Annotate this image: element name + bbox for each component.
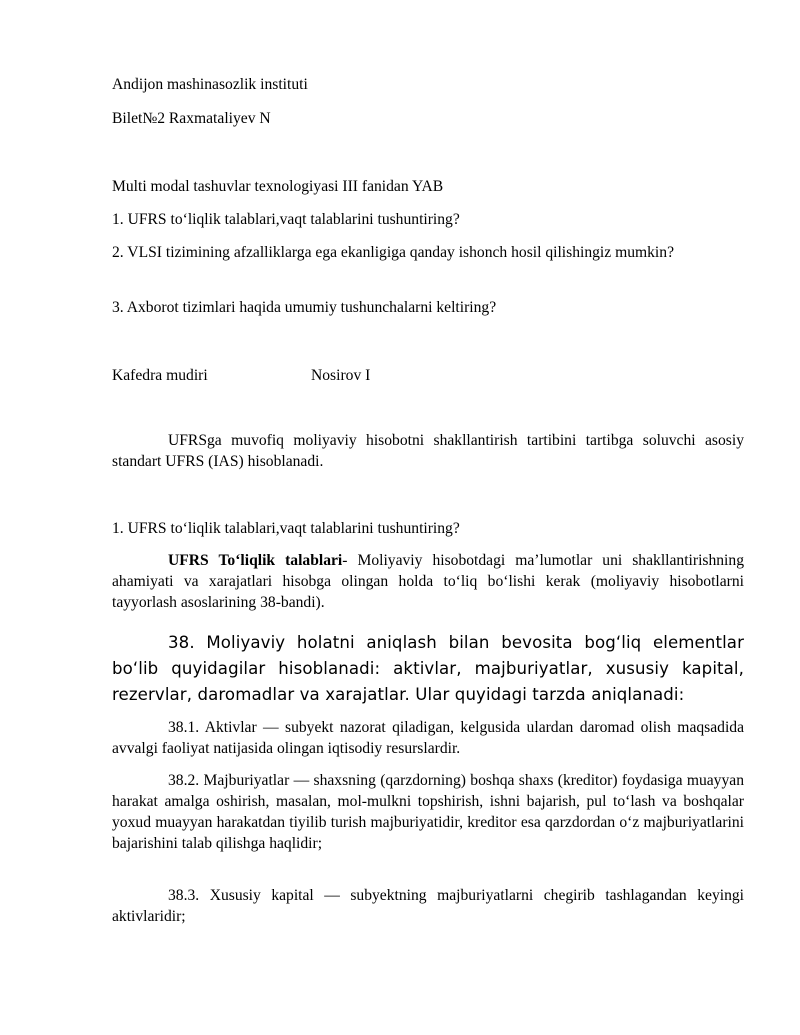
signature-role: Kafedra mudiri xyxy=(112,367,208,384)
question-2: 2. VLSI tizimining afzalliklarga ega ekanligiga qanday ishonch hosil qilishingiz mumkin? xyxy=(112,244,674,261)
answer-heading: 1. UFRS to‘liqlik talablari,vaqt talablarini tushuntiring? xyxy=(112,520,460,537)
definition-paragraph xyxy=(112,550,744,613)
intro-paragraph: UFRSga muvofiq moliyaviy hisobotni shakllantirish tartibini tartibga soluvchi asosiy standart UFRS (IAS) hisoblanadi. xyxy=(112,432,744,470)
paragraph-38-1: 38.1. Aktivlar — subyekt nazorat qiladigan, kelgusida ulardan daromad olish maqsadida avvalgi faoliyat natijasida olingan iqtisodiy resurslardir. xyxy=(112,719,744,757)
definition-term: UFRS To‘liqlik talablari xyxy=(168,552,343,569)
exam-title: Multi modal tashuvlar texnologiyasi III fanidan YAB xyxy=(112,178,444,195)
paragraph-38-2: 38.2. Majburiyatlar — shaxsning (qarzdorning) boshqa shaxs (kreditor) foydasiga muayyan harakat amalga oshirish, masalan, mol-mulkni topshirish, ishni bajarish, pul to‘lash va boshqalar yoxud muayyan harakatdan tiyilib turish majburiyatidir, kreditor esa qarzdordan o‘z majburiyatlarini bajarishini talab qilishga haqlidir; xyxy=(112,772,744,852)
paragraph-38-3: 38.3. Xususiy kapital — subyektning majburiyatlarni chegirib tashlagandan keyingi aktivlaridir; xyxy=(112,887,744,925)
question-3: 3. Axborot tizimlari haqida umumiy tushunchalarni keltiring? xyxy=(112,299,497,316)
definition-text: - Moliyaviy hisobotdagi ma’lumotlar uni shakllantirishning ahamiyati va xarajatlari hisobga olingan holda to‘liq bo‘lishi kerak (moliyaviy hisobotlarni tayyorlash asoslarining 38-bandi). xyxy=(112,552,744,611)
paragraph-38: 38. Moliyaviy holatni aniqlash bilan bevosita bog‘liq elementlar bo‘lib quyidagilar hisoblanadi: aktivlar, majburiyatlar, xususiy kapital, rezervlar, daromadlar va xarajatlar. Ular quyidagi tarzda aniqlanadi: xyxy=(112,633,744,704)
signature-name: Nosirov I xyxy=(311,367,371,384)
ticket-line: Bilet№2 Raxmataliyev N xyxy=(112,110,271,127)
institute-name: Andijon mashinasozlik instituti xyxy=(112,76,308,93)
question-1: 1. UFRS to‘liqlik talablari,vaqt talablarini tushuntiring? xyxy=(112,211,460,228)
